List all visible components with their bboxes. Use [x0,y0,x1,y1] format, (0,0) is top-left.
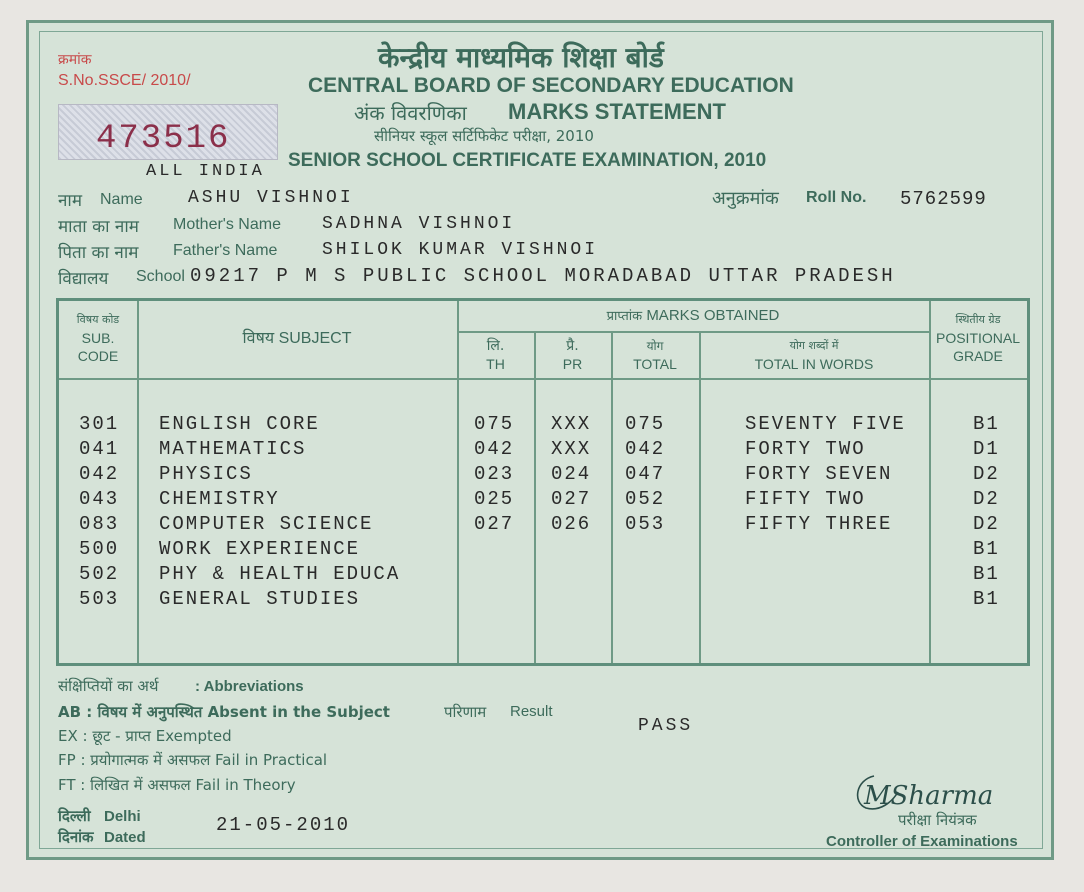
table-cell-subject: CHEMISTRY [159,488,280,510]
table-cell-code: 042 [79,463,120,485]
table-cell-pr: 027 [551,488,592,510]
table-cell-pr: XXX [551,413,592,435]
col-code-header: विषय कोड SUB. CODE [76,313,120,364]
result-label-en: Result [510,703,553,720]
table-cell-th: 042 [474,438,515,460]
col-divider [611,331,613,663]
table-cell-subject: COMPUTER SCIENCE [159,513,374,535]
table-cell-th: 023 [474,463,515,485]
table-cell-th: 025 [474,488,515,510]
table-cell-subject: PHYSICS [159,463,253,485]
table-cell-grade: D2 [973,513,1000,535]
serial-label-hi: क्रमांक [58,52,92,68]
col-divider [534,331,536,663]
abbr-title-en: : Abbreviations [195,678,304,695]
row-divider [457,331,929,333]
table-cell-pr: XXX [551,438,592,460]
table-cell-total: 053 [625,513,666,535]
statement-en: MARKS STATEMENT [508,99,726,124]
table-cell-subject: MATHEMATICS [159,438,307,460]
col-pr-header: प्रै. PR [562,338,583,372]
table-cell-subject: GENERAL STUDIES [159,588,361,610]
table-cell-code: 503 [79,588,120,610]
father-name: SHILOK KUMAR VISHNOI [322,240,599,260]
dated-en: Dated [104,829,146,846]
table-cell-words: FORTY SEVEN [745,463,893,485]
dated-hi: दिनांक [58,828,94,846]
mother-label-hi: माता का नाम [58,217,139,237]
school-label-hi: विद्यालय [58,269,109,289]
col-th-header: लि. TH [486,338,505,372]
result-value: PASS [638,716,694,736]
table-cell-grade: B1 [973,588,1000,610]
student-name: ASHU VISHNOI [188,188,354,208]
controller-title-hi: परीक्षा नियंत्रक [898,811,977,829]
header-divider [59,378,1027,380]
roll-number: 5762599 [900,188,987,210]
table-cell-words: FIFTY TWO [745,488,866,510]
table-cell-code: 301 [79,413,120,435]
exam-title-en: SENIOR SCHOOL CERTIFICATE EXAMINATION, 2010 [288,150,767,171]
table-cell-total: 047 [625,463,666,485]
place-en: Delhi [104,808,141,825]
table-cell-th: 027 [474,513,515,535]
table-cell-code: 043 [79,488,120,510]
table-cell-grade: D1 [973,438,1000,460]
scope-text: ALL INDIA [146,162,265,181]
serial-number: 473516 [96,120,231,158]
controller-title-en: Controller of Examinations [826,833,1018,850]
table-cell-grade: D2 [973,488,1000,510]
name-label-hi: नाम [58,191,83,211]
marks-table [56,298,1030,666]
abbr-ex: EX : छूट - प्राप्त Exempted [58,727,232,745]
father-label-en: Father's Name [173,242,278,259]
table-cell-pr: 026 [551,513,592,535]
col-words-header: योग शब्दों में TOTAL IN WORDS [754,339,874,372]
name-label-en: Name [100,191,143,208]
table-cell-code: 502 [79,563,120,585]
svg-text:MSharma: MSharma [864,781,994,811]
table-cell-code: 041 [79,438,120,460]
col-divider [699,331,701,663]
table-cell-grade: B1 [973,563,1000,585]
roll-label-en: Roll No. [806,189,867,206]
table-cell-words: FIFTY THREE [745,513,893,535]
table-cell-code: 500 [79,538,120,560]
table-cell-subject: ENGLISH CORE [159,413,320,435]
col-subject-header: विषय SUBJECT [242,328,352,347]
statement-hi: अंक विवरणिका [354,101,467,125]
table-cell-grade: D2 [973,463,1000,485]
table-cell-subject: WORK EXPERIENCE [159,538,361,560]
table-cell-words: SEVENTY FIVE [745,413,906,435]
table-cell-total: 052 [625,488,666,510]
abbr-fp: FP : प्रयोगात्मक में असफल Fail in Practical [58,751,328,769]
col-total-header: योग TOTAL [633,339,677,372]
table-cell-pr: 024 [551,463,592,485]
col-divider [137,301,139,663]
board-title-hi: केन्द्रीय माध्यमिक शिक्षा बोर्ड [378,41,664,74]
school-label-en: School [136,268,185,285]
exam-title-hi: सीनियर स्कूल सर्टिफिकेट परीक्षा, 2010 [374,127,594,145]
table-cell-th: 075 [474,413,515,435]
result-label-hi: परिणाम [444,703,487,721]
place-hi: दिल्ली [58,807,91,825]
father-label-hi: पिता का नाम [58,243,139,263]
roll-label-hi: अनुक्रमांक [712,188,779,209]
abbr-title-hi: संक्षिप्तियों का अर्थ [58,677,159,695]
col-grade-header: स्थितीय ग्रेड POSITIONAL GRADE [935,313,1021,364]
serial-label-en: S.No.SSCE/ 2010/ [58,72,191,89]
table-cell-total: 075 [625,413,666,435]
mother-label-en: Mother's Name [173,216,281,233]
table-cell-total: 042 [625,438,666,460]
table-cell-words: FORTY TWO [745,438,866,460]
table-cell-subject: PHY & HEALTH EDUCA [159,563,401,585]
board-title-en: CENTRAL BOARD OF SECONDARY EDUCATION [308,74,794,97]
col-marks-header: प्राप्तांक MARKS OBTAINED [606,307,780,324]
table-cell-code: 083 [79,513,120,535]
abbr-ft: FT : लिखित में असफल Fail in Theory [58,776,296,794]
issue-date: 21-05-2010 [216,814,351,836]
school-name: 09217 P M S PUBLIC SCHOOL MORADABAD UTTAR PRADESH [190,265,896,287]
table-cell-grade: B1 [973,413,1000,435]
mother-name: SADHNA VISHNOI [322,214,516,234]
abbr-ab: AB : विषय में अनुपस्थित Absent in the Subject [58,703,390,721]
table-cell-grade: B1 [973,538,1000,560]
